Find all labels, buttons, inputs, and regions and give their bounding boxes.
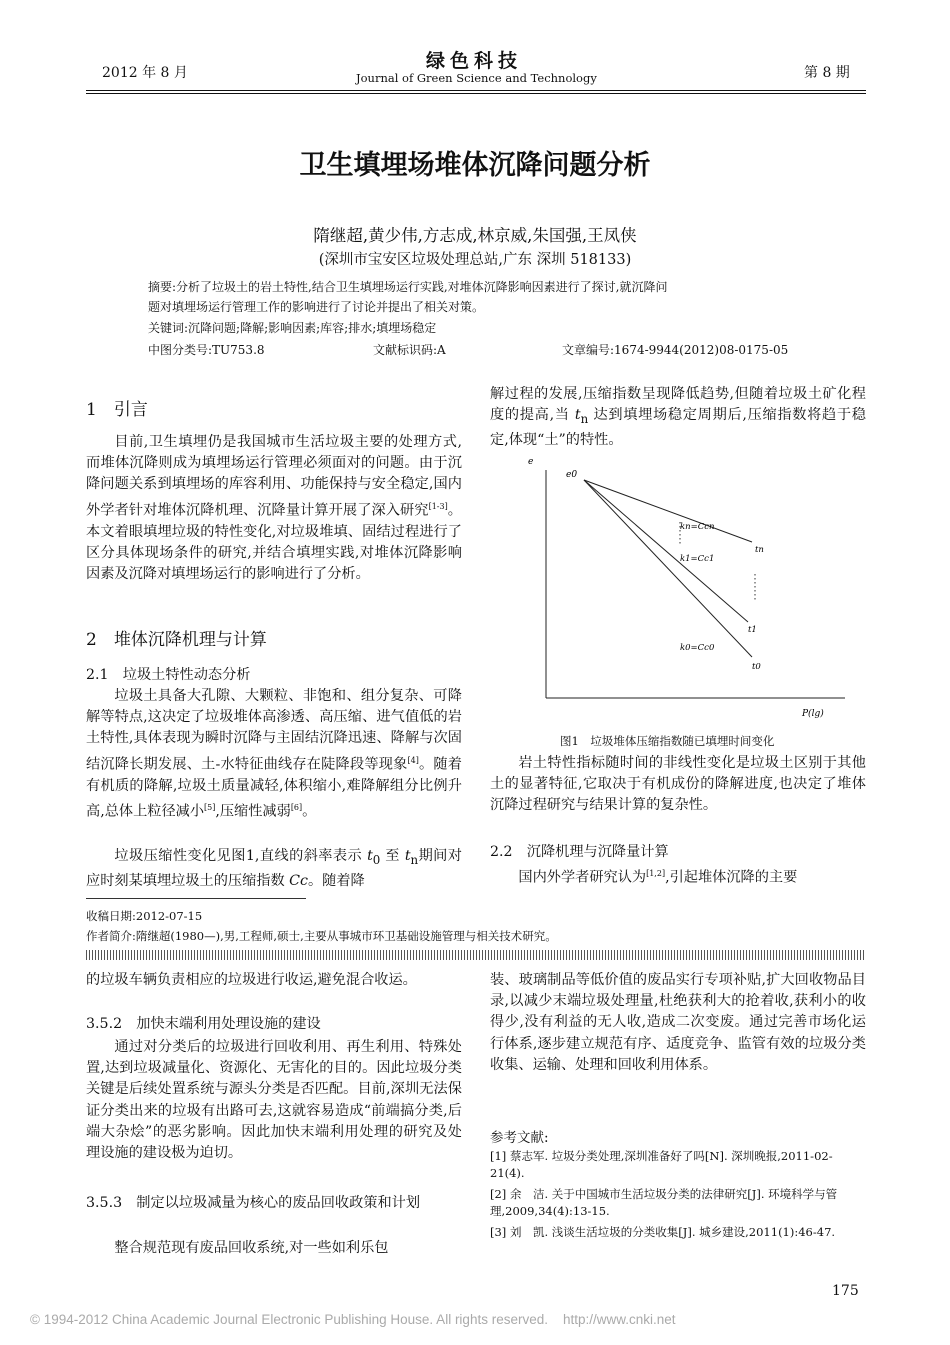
section-3-5-3-paragraph: 整合规范现有废品回收系统,对一些如利乐包 xyxy=(114,1240,389,1256)
series-label-n: kn=Ccn xyxy=(680,522,715,532)
abstract-line-2: 题对填埋场运行管理工作的影响进行了讨论并提出了相关对策。 xyxy=(148,300,485,314)
bottom-left-paragraph-1: 的垃圾车辆负责相应的垃圾进行收运,避免混合收运。 xyxy=(86,972,417,988)
reference-1: [1] 蔡志军. 垃圾分类处理,深圳准备好了吗[N]. 深圳晚报,2011-02-21(4). xyxy=(490,1149,833,1180)
section-2-2-heading: 2.2 沉降机理与沉降量计算 xyxy=(490,844,669,860)
end-label-t1: t1 xyxy=(748,625,757,635)
series-line-0 xyxy=(584,480,752,657)
affiliation: (深圳市宝安区垃圾处理总站,广东 深圳 518133) xyxy=(318,252,632,268)
section-2-1-heading: 2.1 垃圾土特性动态分析 xyxy=(86,667,251,683)
section-3-5-2-heading: 3.5.2 加快末端利用处理设施的建设 xyxy=(86,1016,321,1032)
end-label-t0: t0 xyxy=(752,662,761,672)
page-number: 175 xyxy=(832,1283,859,1299)
right-paragraph-1: 解过程的发展,压缩指数呈现降低趋势,但随着垃圾土矿化程度的提高,当 $t_n$ 达到填埋场稳定周期后,压缩指数将趋于稳定,体现“土”的特性。 xyxy=(490,386,866,449)
y-axis-label: e xyxy=(528,457,534,467)
journal-title-cn: 绿色科技 xyxy=(426,50,523,72)
paper-title: 卫生填埋场堆体沉降问题分析 xyxy=(299,150,651,181)
end-label-tn: tn xyxy=(755,545,764,555)
reference-3: [3] 刘 凯. 浅谈生活垃圾的分类收集[J]. 城乡建设,2011(1):46-47. xyxy=(490,1225,836,1239)
section-2-1-paragraph-2: 垃圾压缩性变化见图1,直线的斜率表示 $t_0$ 至 $t_n$期间对应时刻某填埋垃圾土的压缩指数 Cc。随着降 xyxy=(86,848,462,890)
header-rule xyxy=(86,90,866,94)
series-label-0: k0=Cc0 xyxy=(680,643,715,653)
figure-1-chart xyxy=(490,450,870,730)
origin-label: e0 xyxy=(566,470,578,480)
section-2-2-paragraph: 国内外学者研究认为[1,2],引起堆体沉降的主要 xyxy=(518,869,798,886)
right-paragraph-2: 岩土特性指标随时间的非线性变化是垃圾土区别于其他土的显著特征,它取决于有机成份的降解进度,也决定了堆体沉降过程研究与结果计算的复杂性。 xyxy=(490,755,866,814)
series-line-1 xyxy=(584,480,748,622)
footnote-rule xyxy=(86,898,306,899)
reference-2: [2] 余 洁. 关于中国城市生活垃圾分类的法律研究[J]. 环境科学与管理,2009,34(4):13-15. xyxy=(490,1187,838,1218)
section-2-1-paragraph: 垃圾土具备大孔隙、大颗粒、非饱和、组分复杂、可降解等特点,这决定了垃圾堆体高渗透、高压缩、进气值低的岩土特性,具体表现为瞬时沉降与主固结沉降迅速、降解与次固结沉降长期发展、土-水特征曲线存在陡降段等现象[4]。随着有机质的降解,垃圾土质量减轻,体积缩小,难降解组分比例升高,总体上粒径减小[5],压缩性减弱[6]。 xyxy=(86,688,462,820)
header-date: 2012 年 8 月 xyxy=(102,65,188,81)
bottom-right-paragraph: 装、玻璃制品等低价值的废品实行专项补贴,扩大回收物品目录,以减少末端垃圾处理量,杜绝获利大的抢着收,获利小的收得少,没有利益的无人收,造成二次变废。通过完善市场化运行体系,逐步建立规范有序、适度竞争、监管有效的垃圾分类收集、运输、处理和回收利用体系。 xyxy=(490,972,866,1073)
section-3-5-3-heading: 3.5.3 制定以垃圾减量为核心的废品回收政策和计划 xyxy=(86,1195,421,1211)
abstract-line-1: 摘要:分析了垃圾土的岩土特性,结合卫生填埋场运行实践,对堆体沉降影响因素进行了探讨,就沉降问 xyxy=(148,280,668,294)
received-date: 收稿日期:2012-07-15 xyxy=(86,909,203,923)
citation: [1-3] xyxy=(428,501,448,511)
class-number: 中图分类号:TU753.8 xyxy=(148,343,265,357)
series-label-1: k1=Cc1 xyxy=(680,554,715,564)
series-line-n xyxy=(584,480,752,542)
copyright-footer: © 1994-2012 China Academic Journal Electronic Publishing House. All rights reserved. http://www.cnki.net xyxy=(30,1312,676,1327)
authors: 隋继超,黄少伟,方志成,林京威,朱国强,王凤侠 xyxy=(313,226,637,245)
section-1-paragraph: 目前,卫生填埋仍是我国城市生活垃圾主要的处理方式,而堆体沉降则成为填埋场运行管理必须面对的问题。由于沉降问题关系到填埋场的库容利用、功能保持与安全稳定,国内外学者针对堆体沉降机理、沉降量计算开展了深入研究[1-3]。本文着眼填埋垃圾的特性变化,对垃圾堆填、固结过程进行了区分具体现场条件的研究,并结合填埋实践,对堆体沉降影响因素及沉降对填埋场运行的影响进行了分析。 xyxy=(86,434,462,582)
keywords: 关键词:沉降问题;降解;影响因素;库容;排水;填埋场稳定 xyxy=(148,321,437,335)
section-2-heading: 2 堆体沉降机理与计算 xyxy=(86,630,267,650)
article-number: 文章编号:1674-9944(2012)08-0175-05 xyxy=(562,343,789,357)
x-axis-label: P(lg) xyxy=(802,709,824,719)
page-break-divider xyxy=(86,950,866,960)
journal-title-en: Journal of Green Science and Technology xyxy=(356,71,597,85)
references-heading: 参考文献: xyxy=(490,1130,549,1146)
author-bio: 作者简介:隋继超(1980—),男,工程师,硕士,主要从事城市环卫基础设施管理与相关技术研究。 xyxy=(86,929,557,943)
document-code: 文献标识码:A xyxy=(373,343,446,357)
section-1-heading: 1 引言 xyxy=(86,400,148,420)
section-3-5-2-paragraph: 通过对分类后的垃圾进行回收利用、再生利用、特殊处置,达到垃圾减量化、资源化、无害化的目的。因此垃圾分类关键是后续处置系统与源头分类是否匹配。目前,深圳无法保证分类出来的垃圾有出路可去,这就容易造成“前端搞分类,后端大杂烩”的恶劣影响。因此加快末端利用处理的研究及处理设施的建设极为迫切。 xyxy=(86,1039,462,1162)
figure-1-caption: 图1 垃圾堆体压缩指数随已填埋时间变化 xyxy=(560,734,775,748)
header-issue: 第 8 期 xyxy=(804,65,850,81)
